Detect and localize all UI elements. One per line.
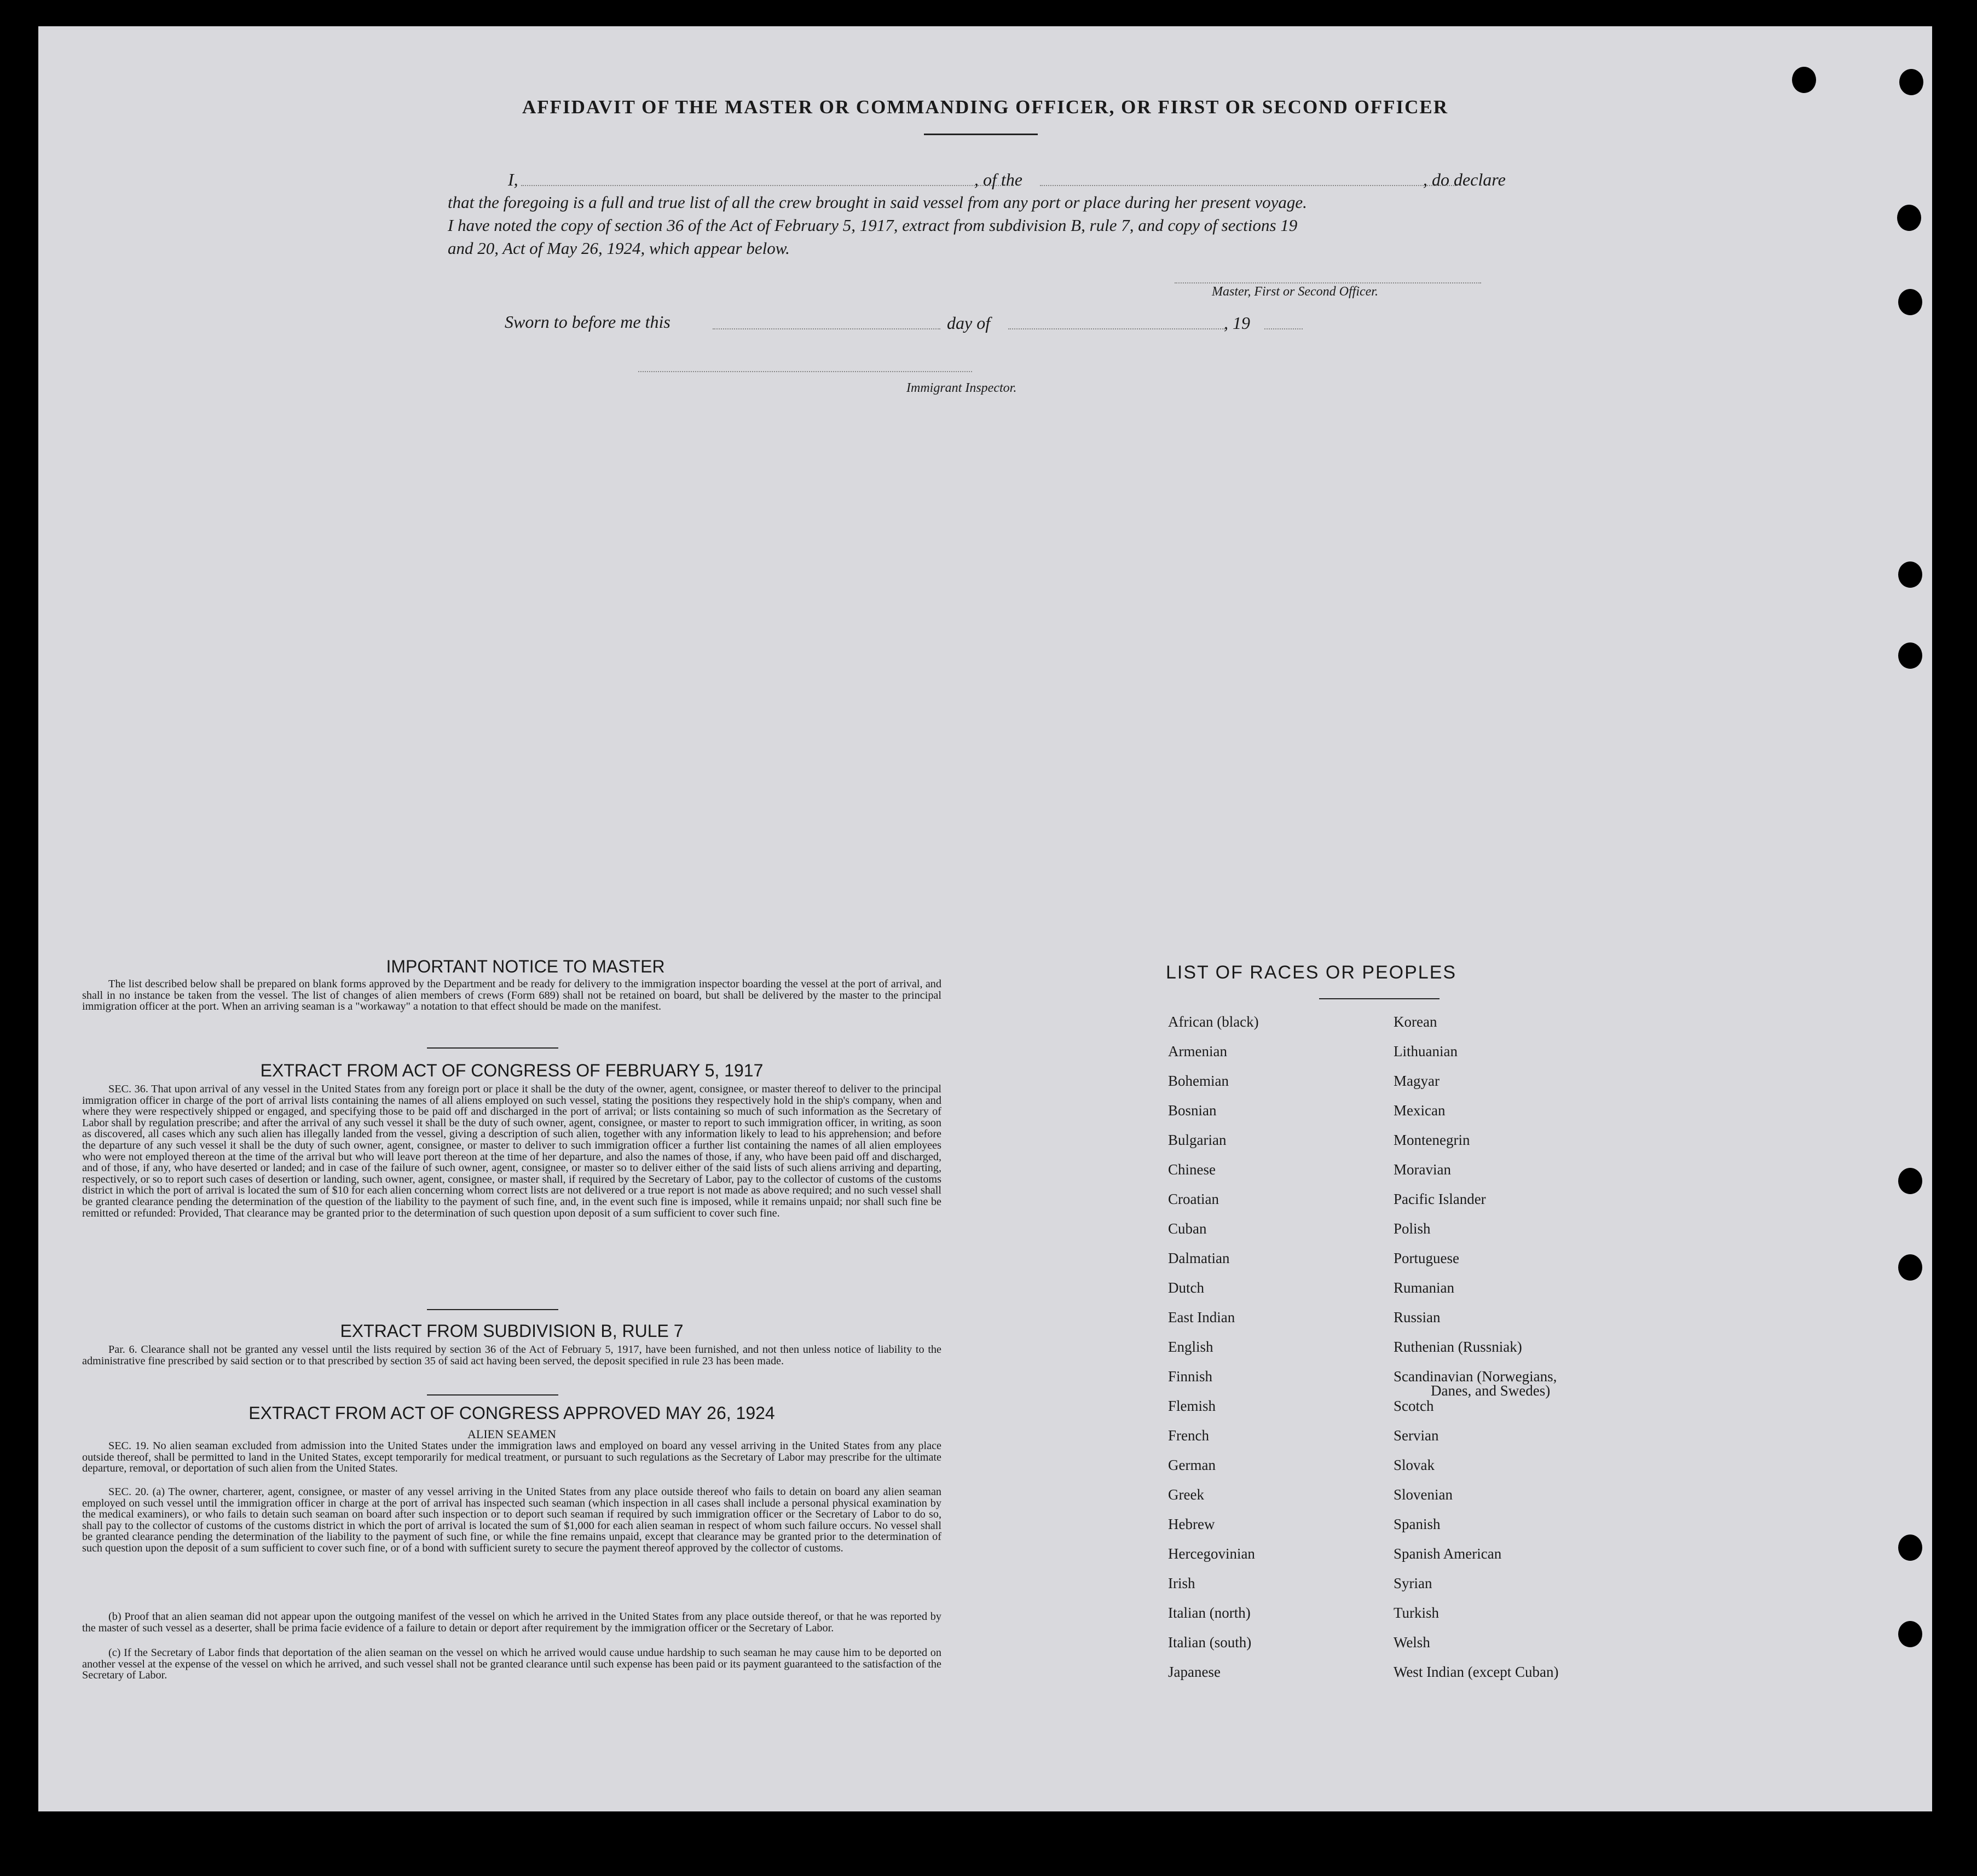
race-item: French bbox=[1168, 1427, 1209, 1444]
race-item: Bulgarian bbox=[1168, 1132, 1227, 1148]
race-item: Japanese bbox=[1168, 1664, 1221, 1680]
extract-1924-title: EXTRACT FROM ACT OF CONGRESS APPROVED MAY 26, 1924 bbox=[248, 1403, 775, 1423]
punch-hole bbox=[1898, 642, 1922, 669]
section-rule bbox=[427, 1047, 558, 1049]
race-item: Croatian bbox=[1168, 1191, 1219, 1207]
extract-1917-title: EXTRACT FROM ACT OF CONGRESS OF FEBRUARY 5, 1917 bbox=[260, 1061, 764, 1080]
race-item: Finnish bbox=[1168, 1368, 1213, 1385]
section-rule bbox=[427, 1394, 558, 1396]
extract-1924-subtitle: ALIEN SEAMEN bbox=[467, 1427, 556, 1441]
race-item: Italian (south) bbox=[1168, 1634, 1252, 1651]
sworn-day-of: day of bbox=[947, 313, 991, 333]
race-item: Irish bbox=[1168, 1575, 1195, 1591]
race-item: Cuban bbox=[1168, 1220, 1207, 1237]
extract-1924-sec20b: (b) Proof that an alien seaman did not appear upon the outgoing manifest of the vessel on which he arrived in the United States from any place outside thereof, or that he was reported by the master of such vessel as a deserter, shall be prima facie evidence of a failure to detain or deport after requirement by the immigration officer or the Secretary of Labor. bbox=[82, 1611, 941, 1634]
race-item: Pacific Islander bbox=[1394, 1191, 1486, 1207]
signature-label: Master, First or Second Officer. bbox=[1212, 285, 1378, 299]
section-rule bbox=[427, 1309, 558, 1310]
race-item: Magyar bbox=[1394, 1073, 1440, 1089]
race-item: Chinese bbox=[1168, 1161, 1216, 1178]
race-item: West Indian (except Cuban) bbox=[1394, 1664, 1559, 1680]
races-title: LIST OF RACES OR PEOPLES bbox=[1166, 962, 1457, 983]
affidavit-line1-i: I, bbox=[508, 170, 518, 189]
affidavit-line2: that the foregoing is a full and true list of all the crew brought in said vessel from any port or place during her present voyage. bbox=[448, 193, 1307, 212]
race-item: Armenian bbox=[1168, 1043, 1227, 1059]
extract-1924-sec20a: SEC. 20. (a) The owner, charterer, agent, consignee, or master of any vessel arriving in the United States from any place outside thereof who fails to detain on board any alien seaman employed on such vessel until the immigration officer in charge at the port of arrival has inspected such seaman (which inspection in all cases shall include a personal physical examination by the medical examiners), or who fails to detain such seaman on board after such inspection or to deport such seaman if required by such immigration officer or the Secretary of Labor to do so, shall pay to the collector of customs of the customs district in which the port of arrival is located the sum of $1,000 for each alien seaman in respect of whom such failure occurs. No vessel shall be granted clearance pending the determination of the liability to the payment of such fine, or while the fine remains unpaid, except that clearance may be granted prior to the determination of such question upon the deposit of a sum sufficient to cover such fine, or of a bond with sufficient surety to secure the payment thereof approved by the collector of customs. bbox=[82, 1486, 941, 1554]
race-item: German bbox=[1168, 1457, 1216, 1473]
extract-1924-sec20c: (c) If the Secretary of Labor finds that deportation of the alien seaman on the vessel on which he arrived would cause undue hardship to such seaman he may cause him to be deported on another vessel at the expense of the vessel on which he arrived, and such vessel shall not be granted clearance until such expense has been paid or its payment guaranteed to the satisfaction of the Secretary of Labor. bbox=[82, 1647, 941, 1682]
race-item: Russian bbox=[1394, 1309, 1441, 1325]
extract-1924-sec19: SEC. 19. No alien seaman excluded from admission into the United States under the immigration laws and employed on board any vessel arriving in the United States from any place outside thereof, shall be permitted to land in the United States, except temporarily for medical treatment, or pursuant to such regulations as the Secretary of Labor may prescribe for the ultimate departure, removal, or deportation of such alien from the United States. bbox=[82, 1440, 941, 1475]
extract-1917-text: SEC. 36. That upon arrival of any vessel in the United States from any foreign port or place it shall be the duty of the owner, agent, consignee, or master thereof to deliver to the principal immigration officer in charge of the port of arrival lists containing the names of all aliens employed on such vessel, stating the positions they respectively hold in the ship's company, when and where they were respectively shipped or engaged, and specifying those to be paid off and discharged in the port of arrival; or lists containing so much of such information as the Secretary of Labor shall by regulation prescribe; and after the arrival of any such vessel it shall be the duty of such owner, agent, consignee, or master to report to such immigration officer, in writing, as soon as discovered, all cases which any such alien has illegally landed from the vessel, giving a description of such alien, together with any information likely to lead to his apprehension; and before the departure of any such vessel it shall be the duty of such owner, agent, consignee, or master to deliver to such immigration officer a further list containing the names of all alien employees who were not employed thereon at the time of the arrival but who will leave port thereon at the time of her departure, and also the names of those, if any, who have been paid off and discharged, and of those, if any, who have deserted or landed; and in case of the failure of such owner, agent, consignee, or master so to deliver either of the said lists of such aliens arriving and departing, respectively, or so to report such cases of desertion or landing, such owner, agent, consignee, or master shall, if required by the Secretary of Labor, pay to the collector of customs of the customs district in which the port of arrival is located the sum of $10 for each alien concerning whom correct lists are not delivered or a true report is not made as above required; and no such vessel shall be granted clearance pending the determination of the question of the liability to the payment of such fine, and, in the event such fine is imposed, while it remains unpaid; nor shall such fine be remitted or refunded: Provided, That clearance may be granted prior to the determination of such question upon deposit of a sum sufficient to cover such fine. bbox=[82, 1083, 941, 1219]
race-item: Flemish bbox=[1168, 1398, 1216, 1414]
punch-hole bbox=[1792, 67, 1816, 93]
punch-hole bbox=[1898, 1254, 1922, 1281]
race-item: Servian bbox=[1394, 1427, 1439, 1444]
inspector-label: Immigrant Inspector. bbox=[906, 381, 1017, 395]
race-item: Italian (north) bbox=[1168, 1605, 1251, 1621]
notice-title: IMPORTANT NOTICE TO MASTER bbox=[386, 957, 665, 976]
affidavit-title: AFFIDAVIT OF THE MASTER OR COMMANDING OFFICER, OR FIRST OR SECOND OFFICER bbox=[522, 96, 1448, 118]
title-rule bbox=[924, 134, 1038, 135]
race-item: Spanish American bbox=[1394, 1545, 1502, 1562]
race-item: Portuguese bbox=[1394, 1250, 1459, 1266]
punch-hole bbox=[1898, 1621, 1922, 1647]
race-item: Danes, and Swedes) bbox=[1431, 1382, 1551, 1399]
punch-hole bbox=[1897, 205, 1921, 231]
punch-hole bbox=[1898, 1535, 1922, 1561]
race-item: Turkish bbox=[1394, 1605, 1440, 1621]
race-item: Dutch bbox=[1168, 1279, 1204, 1296]
sworn-prefix: Sworn to before me this bbox=[505, 312, 670, 332]
affidavit-line1-declare: , do declare bbox=[1423, 170, 1506, 189]
race-item: Scandinavian (Norwegians, bbox=[1394, 1368, 1557, 1385]
race-item: Bohemian bbox=[1168, 1073, 1229, 1089]
declarant-name-field[interactable] bbox=[521, 185, 1014, 186]
extract-rule7-title: EXTRACT FROM SUBDIVISION B, RULE 7 bbox=[340, 1321, 684, 1341]
signature-field[interactable] bbox=[1175, 282, 1481, 283]
race-item: Hercegovinian bbox=[1168, 1545, 1255, 1562]
race-item: East Indian bbox=[1168, 1309, 1235, 1325]
race-item: Scotch bbox=[1394, 1398, 1434, 1414]
punch-hole bbox=[1898, 1168, 1922, 1194]
race-item: Lithuanian bbox=[1394, 1043, 1458, 1059]
race-item: Moravian bbox=[1394, 1161, 1451, 1178]
affidavit-line1-of-the: , of the bbox=[974, 170, 1022, 189]
race-item: Korean bbox=[1394, 1014, 1437, 1030]
race-item: Greek bbox=[1168, 1486, 1204, 1503]
notice-text: The list described below shall be prepared on blank forms approved by the Department and be ready for delivery to the immigration inspector boarding the vessel at the port of arrival, and shall in no instance be taken from the vessel. The list of changes of alien members of crews (Form 689) shall not be retained on board, but shall be delivered by the master to the principal immigration officer at the port. When an arriving seaman is a "workaway" a notation to that effect should be made on the manifest. bbox=[82, 978, 941, 1013]
punch-hole bbox=[1898, 561, 1922, 588]
race-item: English bbox=[1168, 1339, 1213, 1355]
races-title-rule bbox=[1319, 998, 1440, 999]
race-item: Montenegrin bbox=[1394, 1132, 1470, 1148]
sworn-year: , 19 bbox=[1224, 313, 1250, 333]
race-item: Spanish bbox=[1394, 1516, 1441, 1532]
race-item: Bosnian bbox=[1168, 1102, 1217, 1119]
form-page bbox=[38, 26, 1932, 1811]
punch-hole bbox=[1898, 289, 1922, 315]
sworn-day-field[interactable] bbox=[713, 328, 940, 329]
race-item: Hebrew bbox=[1168, 1516, 1215, 1532]
race-item: Dalmatian bbox=[1168, 1250, 1230, 1266]
affidavit-line4: and 20, Act of May 26, 1924, which appear below. bbox=[448, 239, 790, 258]
race-item: Polish bbox=[1394, 1220, 1431, 1237]
sworn-month-field[interactable] bbox=[1008, 328, 1225, 329]
vessel-name-field[interactable] bbox=[1040, 185, 1456, 186]
affidavit-line3: I have noted the copy of section 36 of the Act of February 5, 1917, extract from subdivision B, rule 7, and copy of sections 19 bbox=[448, 216, 1298, 235]
inspector-signature-field[interactable] bbox=[638, 371, 972, 372]
sworn-year-field[interactable] bbox=[1264, 328, 1303, 329]
race-item: Syrian bbox=[1394, 1575, 1432, 1591]
race-item: Welsh bbox=[1394, 1634, 1430, 1651]
race-item: Slovenian bbox=[1394, 1486, 1453, 1503]
race-item: Rumanian bbox=[1394, 1279, 1454, 1296]
race-item: Ruthenian (Russniak) bbox=[1394, 1339, 1522, 1355]
race-item: Mexican bbox=[1394, 1102, 1446, 1119]
extract-rule7-text: Par. 6. Clearance shall not be granted any vessel until the lists required by section 36 of the Act of February 5, 1917, have been furnished, and not then unless notice of liability to the administrative fine prescribed by said section or to that prescribed by section 35 of said act having been served, the deposit specified in rule 23 has been made. bbox=[82, 1344, 941, 1367]
race-item: Slovak bbox=[1394, 1457, 1435, 1473]
race-item: African (black) bbox=[1168, 1014, 1259, 1030]
punch-hole bbox=[1899, 69, 1923, 95]
